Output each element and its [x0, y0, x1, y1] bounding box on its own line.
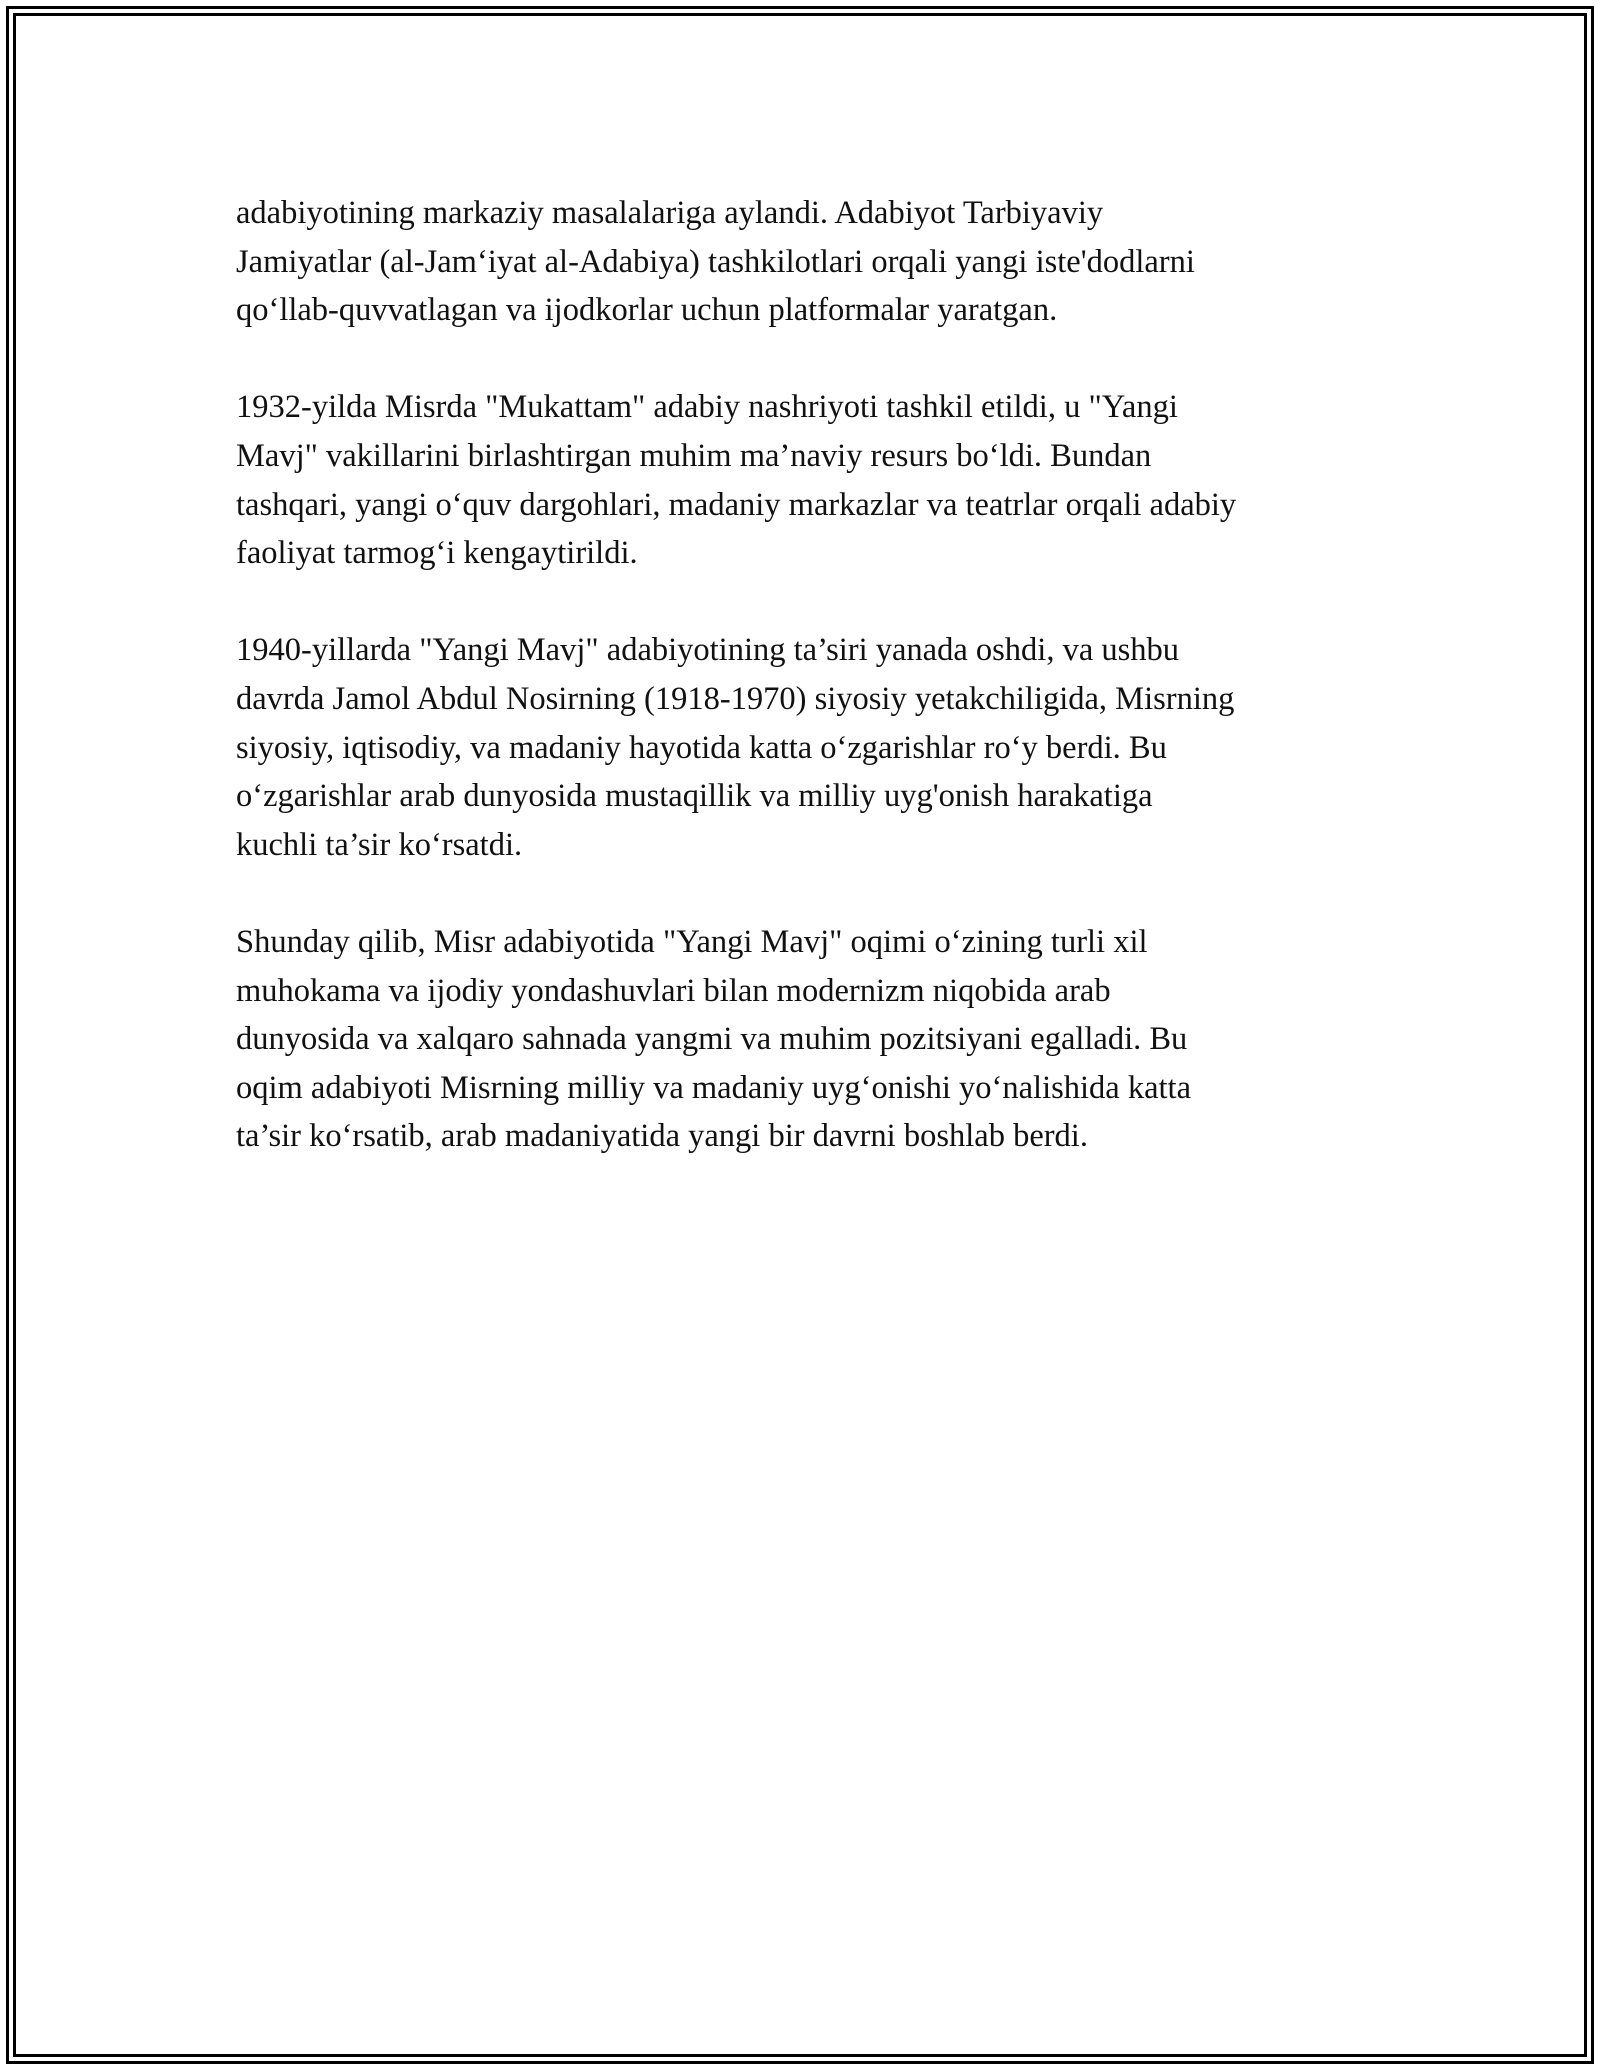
paragraph-4: Shunday qilib, Misr adabiyotida "Yangi Mavj" oqimi o‘zining turli xil muhokama va ijodiy yondashuvlari bilan modernizm niqobida arab dunyosida va xalqaro sahnada yangmi va muhim pozitsiyani egalladi. Bu oqim adabiyoti Misrning milliy va madaniy uyg‘onishi yo‘nalishida katta ta’sir ko‘rsatib, arab madaniyatida yangi bir davrni boshlab berdi.: [236, 923, 1192, 1155]
paragraph-1: adabiyotining markaziy masalalariga aylandi. Adabiyot Tarbiyaviy Jamiyatlar (al-Jam‘iyat al-Adabiya) tashkilotlari orqali yangi iste'dodlarni qo‘llab-quvvatlagan va ijodkorlar uchun platformalar yaratgan.: [236, 195, 1195, 329]
paragraph-3: 1940-yillarda "Yangi Mavj" adabiyotining ta’siri yanada oshdi, va ushbu davrda Jamol Abdul Nosirning (1918-1970) siyosiy yetakchiligida, Misrning siyosiy, iqtisodiy, va madaniy hayotida katta o‘zgarishlar ro‘y berdi. Bu o‘zgarishlar arab dunyosida mustaqillik va milliy uyg'onish harakatiga kuchli ta’sir ko‘rsatdi.: [236, 632, 1235, 863]
document-body: [236, 189, 1396, 1209]
paragraph-2: 1932-yilda Misrda "Mukattam" adabiy nashriyoti tashkil etildi, u "Yangi Mavj" vakillarini birlashtirgan muhim ma’naviy resurs bo‘ldi. Bundan tashqari, yangi o‘quv dargohlari, madaniy markazlar va teatrlar orqali adabiy faoliyat tarmog‘i kengaytirildi.: [236, 389, 1237, 572]
